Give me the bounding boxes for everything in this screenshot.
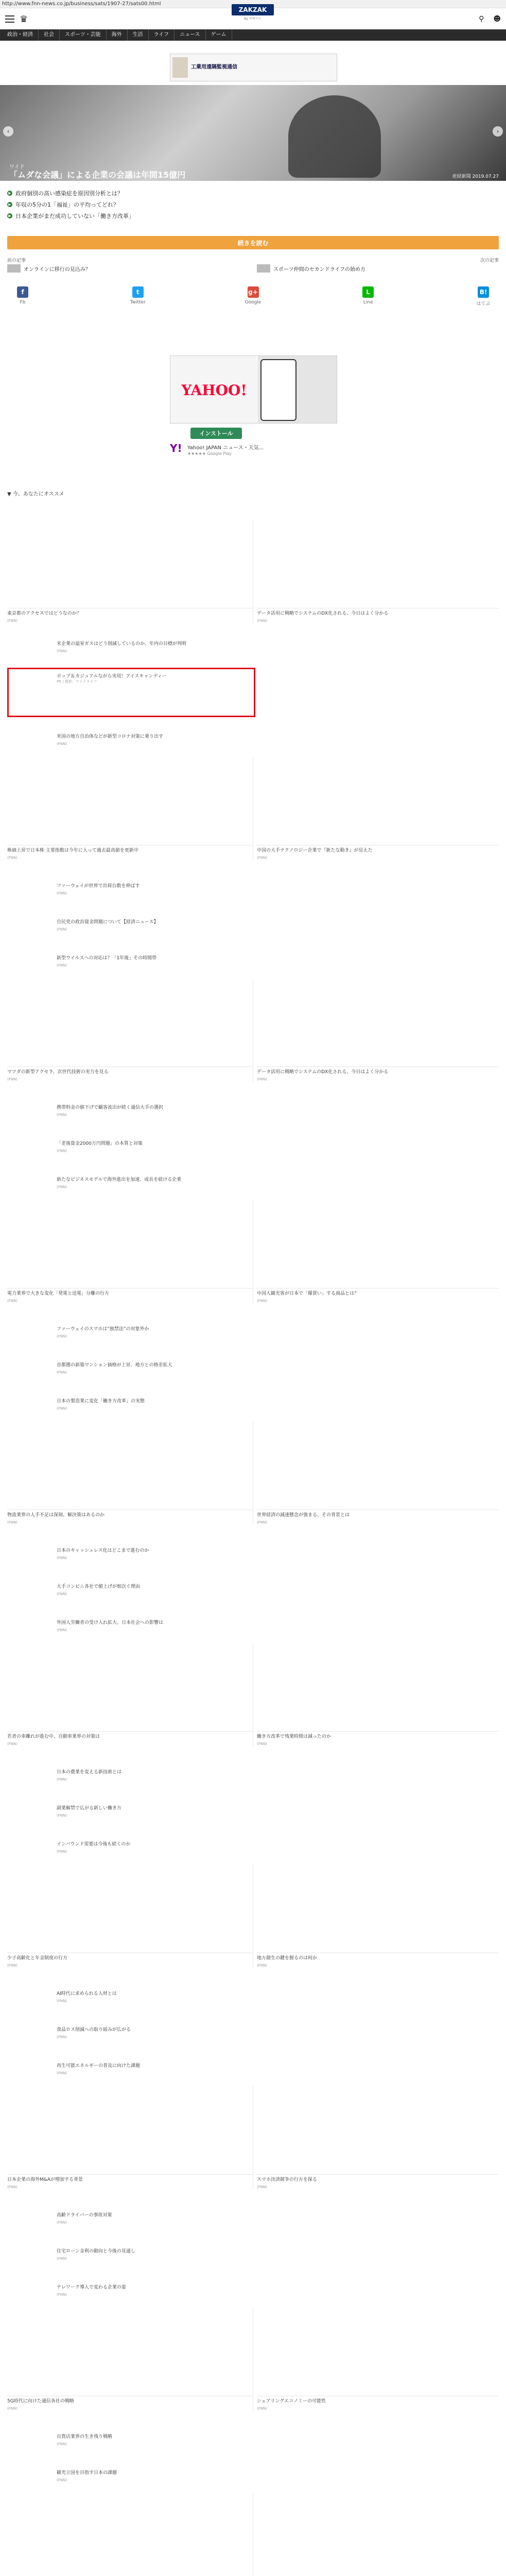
recommend-item-source: (FNN) — [7, 2406, 18, 2411]
recommend-item[interactable] — [7, 845, 253, 860]
bullet-icon: ▶ — [7, 191, 12, 196]
recommend-item-title: 中国人観光客が日本で「爆買い」する商品とは？ — [257, 1291, 359, 1296]
recommend-item-source: (FNN) — [7, 1077, 18, 1081]
recommend-item-title: 少子高齢化と年金制度の行方 — [7, 1956, 68, 1961]
user-icon[interactable]: ☻ — [493, 15, 501, 23]
recommend-item-title: 若者の車離れが進む中、自動車業界の対策は — [7, 1734, 100, 1739]
recommend-item-source: (FNN) — [57, 1628, 67, 1632]
recommend-item[interactable] — [257, 2174, 499, 2190]
recommend-item[interactable] — [57, 639, 499, 654]
recommend-item[interactable] — [57, 2246, 499, 2262]
recommend-item-source: (FNN) — [57, 1149, 67, 1153]
recommend-item-title: 新たなビジネスモデルで海外進出を加速、成長を続ける企業 — [57, 1177, 182, 1182]
recommend-item-source: (FNN) — [57, 1406, 67, 1411]
ad-text: 工業用遠隔監視通信 — [191, 64, 237, 70]
prev-article-link[interactable] — [7, 263, 249, 274]
recommend-item[interactable] — [7, 1953, 253, 1968]
recommend-item-title: 地方創生の鍵を握るのは何か — [257, 1956, 318, 1961]
recommend-item[interactable] — [57, 1582, 499, 1597]
recommend-item-title: ファーウェイが世界で出荷台数を伸ばす — [57, 884, 140, 889]
recommend-item-source: (FNN) — [257, 1742, 267, 1746]
recommend-item[interactable] — [257, 845, 499, 860]
share-line[interactable] — [353, 286, 383, 309]
chevron-left-icon[interactable]: ‹ — [3, 126, 13, 137]
hero-category: ワイド — [9, 164, 25, 170]
recommend-item-title: AI時代に求められる人材とは — [57, 1991, 117, 1996]
prev-article-label: 前の記事 — [7, 258, 26, 263]
recommend-item-title: ファーウェイのスマホは“独禁法”の対象外か — [57, 1327, 149, 1332]
share-label: Line — [363, 300, 373, 305]
recommend-item-source: (FNN) — [57, 2257, 67, 2261]
recommend-item-source: (FNN) — [57, 1777, 67, 1782]
recommend-item[interactable] — [57, 1618, 499, 1633]
recommend-item[interactable] — [57, 1396, 499, 1412]
site-logo-sub: by 夕刊フジ — [244, 17, 261, 21]
recommend-item-title: 観光立国を目指す日本の課題 — [57, 2470, 117, 2476]
recommend-item-title: 働き方改革で残業時間は減ったのか — [257, 1734, 331, 1739]
recommend-item[interactable] — [7, 2174, 253, 2190]
recommend-item-source: (FNN) — [257, 1077, 267, 1081]
recommend-item[interactable] — [57, 2061, 499, 2076]
highlighted-article-title[interactable]: ポップ＆カジュアルながら実用！アイスキャンディー — [57, 674, 167, 679]
prev-article-title: オンラインに移行の見込み？ — [24, 266, 91, 273]
recommend-item[interactable] — [57, 1989, 499, 2004]
crown-icon[interactable]: ♛ — [20, 13, 28, 25]
recommend-item-title: 電力業界で大きな変化「発電と送電」分離の行方 — [7, 1291, 110, 1296]
recommend-item-source: (FNN) — [257, 2406, 267, 2411]
share-twitter[interactable] — [123, 286, 153, 309]
hatena-icon: B! — [478, 286, 489, 298]
headline-item[interactable] — [7, 188, 398, 199]
headline-text: 政府個別の高い感染症を原因別分析とは？ — [15, 190, 123, 197]
highlighted-article-source: PR | 提供：ワイドライフ — [57, 680, 97, 684]
recommend-item[interactable] — [7, 2396, 253, 2411]
recommend-item[interactable] — [57, 2282, 499, 2298]
hero-title[interactable]: 「ムダな会議」による企業の会議は年間15億円 — [9, 170, 186, 180]
recommend-item-source: (FNN) — [7, 2185, 18, 2189]
facebook-icon: f — [17, 286, 28, 298]
promo-app-meta: ★★★★★ Google Play — [187, 451, 232, 456]
recommend-item-source: (FNN) — [257, 2185, 267, 2189]
promo-app-name: Yahoo! JAPAN ニュース・天気... — [187, 445, 264, 451]
recommend-item-source: (FNN) — [57, 1999, 67, 2003]
recommend-item[interactable] — [7, 1731, 253, 1747]
recommend-item[interactable] — [57, 1546, 499, 1561]
recommend-item-title: 首都圏の新築マンション価格が上昇、地方との格差拡大 — [57, 1363, 172, 1368]
recommend-item-title: データ活用に戦略でシステムのDX化される、今日はよく分かる — [257, 1070, 389, 1075]
hero-slider[interactable] — [0, 85, 506, 181]
recommend-item[interactable] — [7, 1510, 253, 1525]
recommend-item-source: (FNN) — [7, 856, 18, 860]
twitter-icon: t — [132, 286, 144, 298]
recommend-item-source: (FNN) — [57, 2035, 67, 2039]
nav-item[interactable]: ライフ — [149, 29, 175, 41]
prev-article-thumb — [7, 264, 21, 273]
bullet-icon: ▶ — [7, 213, 12, 218]
recommend-item[interactable] — [57, 1139, 499, 1154]
hero-image — [288, 95, 381, 178]
promo-image — [170, 355, 337, 423]
recommend-item-title: 日本のキャッシュレス化はどこまで進むのか — [57, 1548, 149, 1553]
nav-item[interactable]: スポーツ・芸能 — [60, 29, 107, 41]
headline-item[interactable] — [7, 199, 398, 210]
bullet-icon: ▶ — [7, 202, 12, 207]
recommend-item[interactable] — [7, 1066, 253, 1082]
recommend-item[interactable] — [57, 881, 499, 896]
recommend-item[interactable] — [257, 2396, 499, 2411]
recommend-item-title: 世界経済の減速懸念が強まる、その背景とは — [257, 1513, 350, 1518]
recommend-item[interactable] — [57, 2025, 499, 2040]
google-plus-icon: g+ — [248, 286, 259, 298]
yahoo-app-icon: Y! — [170, 442, 182, 454]
share-bar — [7, 286, 499, 309]
recommend-item-source: (FNN) — [57, 2442, 67, 2446]
recommend-item[interactable] — [57, 1175, 499, 1190]
recommend-item-title: データ活用に戦略でシステムのDX化される、今日はよく分かる — [257, 611, 389, 616]
nav-item[interactable]: ゲーム — [206, 29, 232, 41]
recommend-item-title: 高齢ドライバーの事故対策 — [57, 2213, 112, 2218]
recommend-item-title: インバウンド需要は今後も続くのか — [57, 1842, 131, 1847]
recommend-item[interactable] — [257, 1066, 499, 1082]
recommend-item-title: 米企業の温室ガスはどう削減しているのか、年内の目標が判明 — [57, 641, 187, 647]
recommend-item-source: (FNN) — [57, 963, 67, 968]
recommend-item-source: (FNN) — [7, 1963, 18, 1968]
recommend-item-source: (FNN) — [257, 1520, 267, 1524]
recommend-item-source: (FNN) — [57, 1814, 67, 1818]
recommend-item[interactable] — [57, 917, 499, 933]
nav-item[interactable]: 政治・経済 — [2, 29, 39, 41]
recommend-item-title: マツダの新型アクセラ、次世代技術の実力を見る — [7, 1070, 109, 1075]
nav-item[interactable]: 社会 — [39, 29, 60, 41]
recommend-item-title: 「老後資金2000万円問題」の本質と対策 — [57, 1141, 143, 1146]
recommend-item-source: (FNN) — [7, 1742, 18, 1746]
recommend-item[interactable] — [57, 953, 499, 969]
headline-text: 年収の5分の1「福祉」の平均ってどれ？ — [15, 201, 119, 208]
recommend-item-title: テレワーク導入で変わる企業の姿 — [57, 2285, 126, 2290]
recommend-item-title: 日本の農業を変える新技術とは — [57, 1770, 122, 1775]
recommend-item-title: 5G時代に向けた通信各社の戦略 — [7, 2399, 74, 2404]
recommend-item[interactable] — [7, 608, 253, 623]
recommend-item-source: (FNN) — [57, 2221, 67, 2225]
recommend-item[interactable] — [257, 1288, 499, 1303]
recommend-item-title: 外国人労働者の受け入れ拡大、日本社会への影響は — [57, 1620, 164, 1625]
recommend-item[interactable] — [57, 2432, 499, 2447]
next-article-label: 次の記事 — [480, 258, 499, 263]
promo-brand: YAHOO! — [181, 381, 247, 399]
recommend-item[interactable] — [257, 1510, 499, 1525]
recommend-item[interactable] — [257, 1953, 499, 1968]
recommend-item-source: (FNN) — [257, 619, 267, 623]
recommend-item[interactable] — [57, 1803, 499, 1819]
recommend-item[interactable] — [57, 2210, 499, 2226]
recommend-item-title: 携帯料金の値下げで顧客流出が続く通信大手の選択 — [57, 1105, 164, 1110]
recommend-item[interactable] — [7, 1288, 253, 1303]
recommend-item-title: 株価上昇で日本株 主要指数は今年に入って過去最高値を更新中 — [7, 848, 138, 853]
recommend-item-source: (FNN) — [57, 2071, 67, 2075]
recommend-item-title: 住宅ローン金利の動向と今後の見通し — [57, 2249, 135, 2254]
line-icon: L — [362, 286, 374, 298]
headline-item[interactable] — [7, 210, 398, 222]
nav-item[interactable]: 生活 — [128, 29, 149, 41]
recommend-item[interactable] — [57, 1324, 499, 1340]
recommend-item-title: スマホ決済競争の行方を探る — [257, 2177, 317, 2182]
recommend-item-source: (FNN) — [57, 2293, 67, 2297]
recommend-item-source: (FNN) — [7, 1520, 18, 1524]
recommend-item[interactable] — [57, 1360, 499, 1376]
recommend-item-source: (FNN) — [7, 1299, 18, 1303]
recommend-item-title: 中国の大手テクノロジー企業で『新たな動き』が見えた — [257, 848, 373, 853]
recommend-item-title: 再生可能エネルギーの普及に向けた課題 — [57, 2063, 141, 2069]
next-article-thumb — [257, 264, 270, 273]
recommend-item[interactable] — [57, 1103, 499, 1118]
next-article-title: スポーツ仲間のセカンドライフの始め方 — [273, 266, 365, 273]
share-label: はてぶ — [476, 301, 491, 307]
recommend-item-title: シェアリングエコノミーの可能性 — [257, 2399, 326, 2404]
recommend-item-title: 大手コンビニ各社で値上げが相次ぐ理由 — [57, 1584, 141, 1589]
recommend-item-title: 米国の地方自治体などが新型コロナ対策に乗り出す — [57, 734, 164, 739]
recommend-item-source: (FNN) — [257, 856, 267, 860]
recommend-item[interactable] — [257, 608, 499, 623]
recommend-item-source: (FNN) — [57, 1185, 67, 1189]
install-button[interactable]: インストール — [190, 428, 242, 439]
nav-item[interactable]: 海外 — [107, 29, 128, 41]
recommend-item-source: (FNN) — [57, 2478, 67, 2482]
ad-banner[interactable] — [170, 54, 337, 81]
recommend-item[interactable] — [57, 1839, 499, 1855]
recommend-item-source: (FNN) — [257, 1299, 267, 1303]
main-nav — [0, 29, 506, 41]
recommend-item-title: 百貨店業界の生き残り戦略 — [57, 2434, 113, 2439]
recommend-item-title: 東京都のアクセスではどうなのか？ — [7, 611, 81, 616]
headline-list — [7, 188, 398, 222]
recommend-item-title: 新型ウイルスへの対応は？「1年後」その時間帯 — [57, 956, 157, 961]
browser-url-bar[interactable]: http://www.fnn-news.co.jp/business/sats/1907-27/sats00.html — [0, 0, 506, 8]
recommend-item[interactable] — [257, 1731, 499, 1747]
share-facebook[interactable] — [7, 286, 38, 309]
recommend-item[interactable] — [57, 732, 499, 747]
recommend-item-source: (FNN) — [57, 1113, 67, 1117]
recommend-item-source: (FNN) — [57, 1370, 67, 1375]
recommend-section-title: ▼ 今、あなたにオススメ — [7, 492, 64, 497]
share-google[interactable] — [238, 286, 269, 309]
menu-icon[interactable] — [5, 15, 14, 23]
recommend-item-title: 自民党の政治資金問題について【経済ニュース】 — [57, 920, 159, 925]
search-icon[interactable]: ⚲ — [479, 15, 484, 23]
share-label: Fb — [20, 300, 26, 305]
phone-icon — [260, 359, 296, 421]
recommend-item-source: (FNN) — [57, 742, 67, 746]
recommend-item-title: 物流業界の人手不足は深刻、解決策はあるのか — [7, 1513, 105, 1518]
recommend-item-title: 食品ロス削減への取り組みが広がる — [57, 2027, 131, 2032]
site-logo[interactable]: ZAKZAK — [232, 4, 274, 15]
recommend-item-source: (FNN) — [57, 1556, 67, 1560]
chevron-right-icon[interactable]: › — [493, 126, 503, 137]
app-promo[interactable] — [170, 355, 337, 464]
nav-item[interactable]: ニュース — [175, 29, 206, 41]
next-article-link[interactable] — [257, 263, 499, 274]
ad-image — [172, 57, 188, 78]
recommend-item[interactable] — [57, 2468, 499, 2483]
recommend-item[interactable] — [57, 1767, 499, 1783]
recommend-item-source: (FNN) — [7, 619, 18, 623]
hero-source: 産経新聞 2019.07.27 — [452, 174, 499, 179]
share-hatena[interactable] — [468, 286, 499, 309]
read-more-button[interactable]: 続きを読む — [7, 236, 499, 249]
recommend-item-title: 日本の製造業に変化「働き方改革」の実態 — [57, 1399, 145, 1404]
recommend-item-source: (FNN) — [57, 927, 67, 931]
recommend-item-source: (FNN) — [57, 1592, 67, 1596]
recommend-item-source: (FNN) — [57, 649, 67, 653]
headline-text: 日本企業がまだ成功していない「働き方改革」 — [15, 213, 134, 219]
recommend-item-source: (FNN) — [57, 1334, 67, 1338]
recommend-item-source: (FNN) — [57, 891, 67, 895]
share-label: Google — [245, 300, 261, 305]
recommend-item-title: 日本企業の海外M&Aが増加する背景 — [7, 2177, 83, 2182]
recommend-item-source: (FNN) — [57, 1850, 67, 1854]
recommend-item-source: (FNN) — [257, 1963, 267, 1968]
recommend-item-title: 副業解禁で広がる新しい働き方 — [57, 1806, 122, 1811]
share-label: Twitter — [130, 300, 146, 305]
